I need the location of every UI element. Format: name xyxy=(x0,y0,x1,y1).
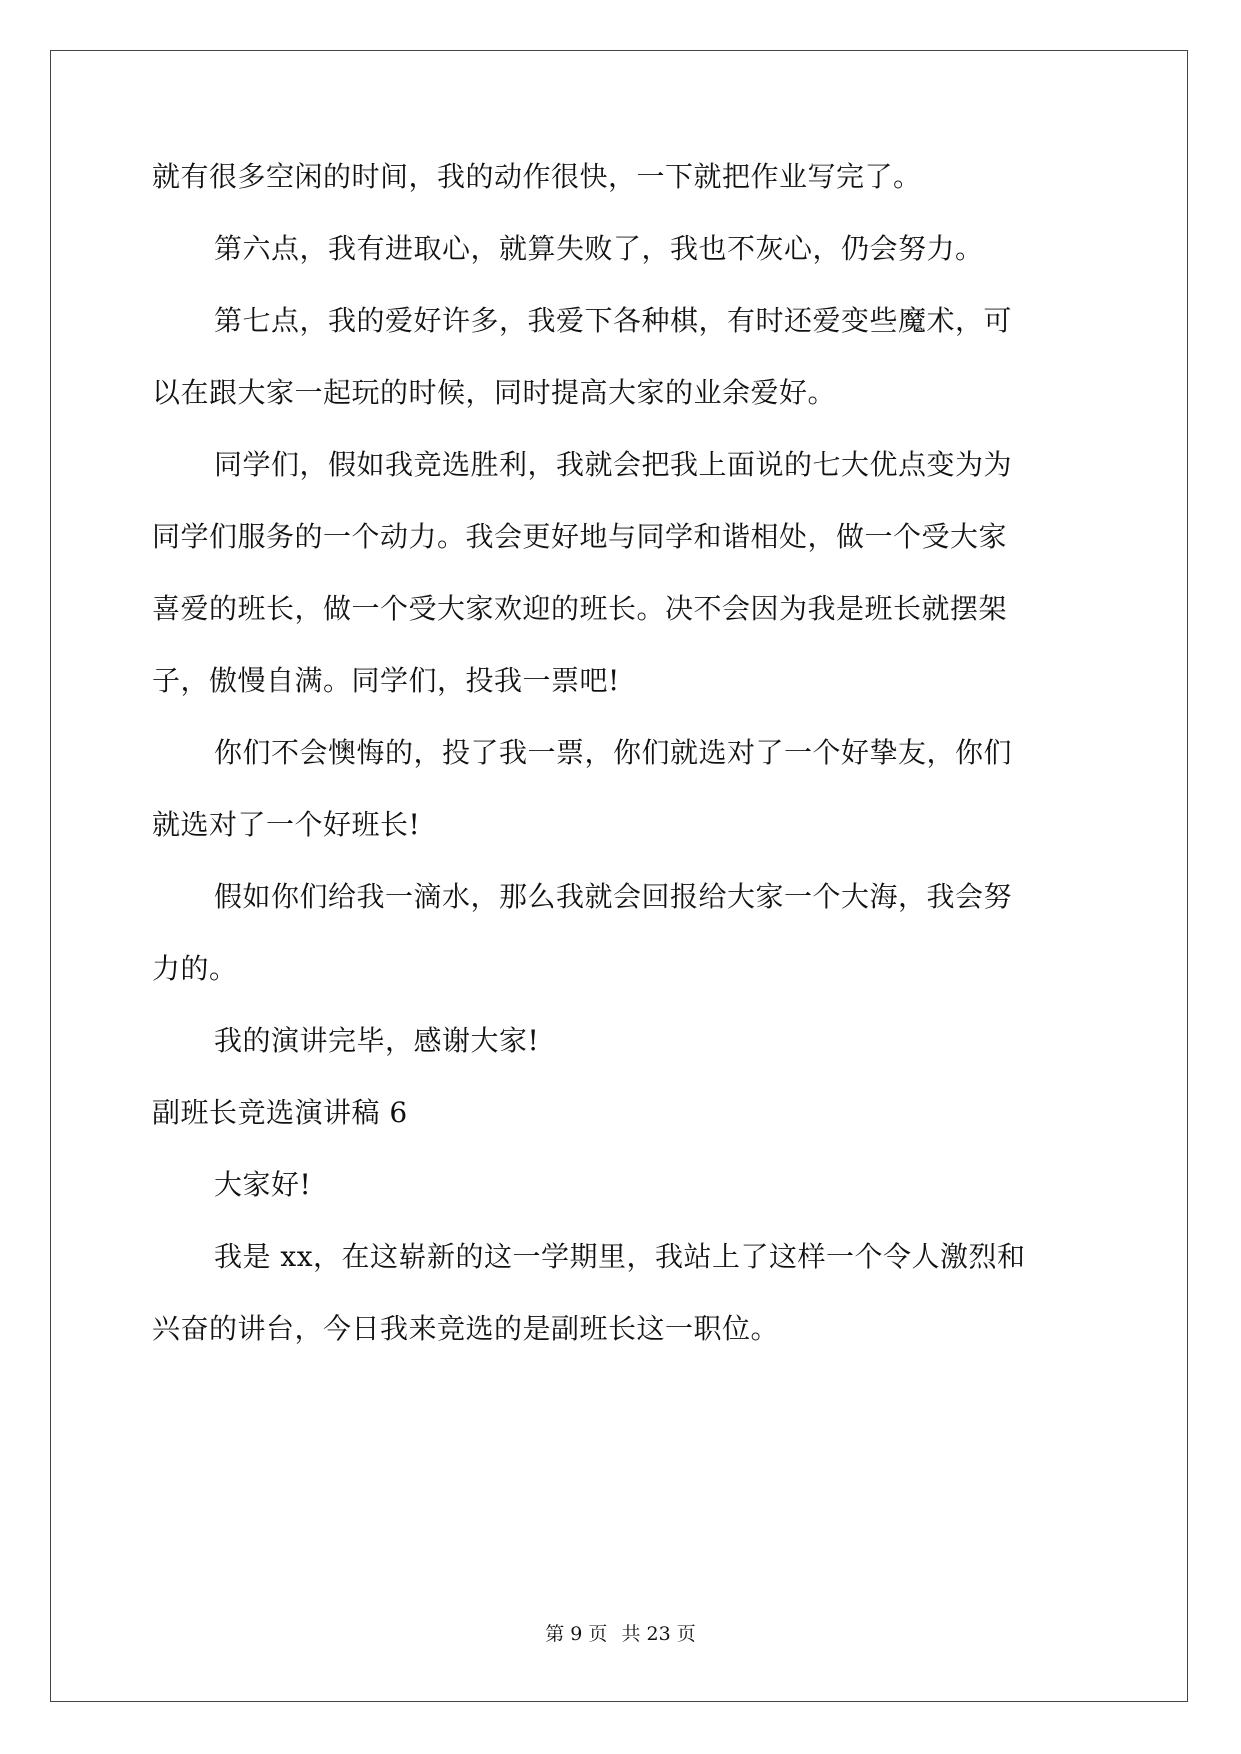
section-heading: 副班长竞选演讲稿 6 xyxy=(152,1096,408,1129)
total-pages: 共 23 页 xyxy=(621,1623,696,1645)
text-line: 假如你们给我一滴水，那么我就会回报给大家一个大海，我会努 xyxy=(214,880,1013,913)
page-border xyxy=(50,50,1188,1702)
text-line: 就选对了一个好班长! xyxy=(152,808,421,841)
text-line: 你们不会懊悔的，投了我一票，你们就选对了一个好挚友，你们 xyxy=(214,736,1013,769)
text-line: 我是 xx，在这崭新的这一学期里，我站上了这样一个令人激烈和 xyxy=(214,1240,1026,1273)
text-line: 喜爱的班长，做一个受大家欢迎的班长。决不会因为我是班长就摆架 xyxy=(152,592,1008,625)
text-line: 大家好! xyxy=(214,1168,312,1201)
text-line: 同学们，假如我竞选胜利，我就会把我上面说的七大优点变为为 xyxy=(214,448,1013,481)
text-line: 兴奋的讲台，今日我来竞选的是副班长这一职位。 xyxy=(152,1312,780,1345)
text-line: 就有很多空闲的时间，我的动作很快，一下就把作业写完了。 xyxy=(152,160,922,193)
page-footer xyxy=(0,1622,1241,1646)
text-line: 以在跟大家一起玩的时候，同时提高大家的业余爱好。 xyxy=(152,376,837,409)
current-page-number: 第 9 页 xyxy=(545,1623,608,1645)
text-line: 力的。 xyxy=(152,952,238,985)
text-line: 第七点，我的爱好许多，我爱下各种棋，有时还爱变些魔术，可 xyxy=(214,304,1013,337)
text-line: 同学们服务的一个动力。我会更好地与同学和谐相处，做一个受大家 xyxy=(152,520,1008,553)
text-line: 我的演讲完毕，感谢大家! xyxy=(214,1024,540,1057)
text-line: 子，傲慢自满。同学们，投我一票吧! xyxy=(152,664,620,697)
text-line: 第六点，我有进取心，就算失败了，我也不灰心，仍会努力。 xyxy=(214,232,984,265)
